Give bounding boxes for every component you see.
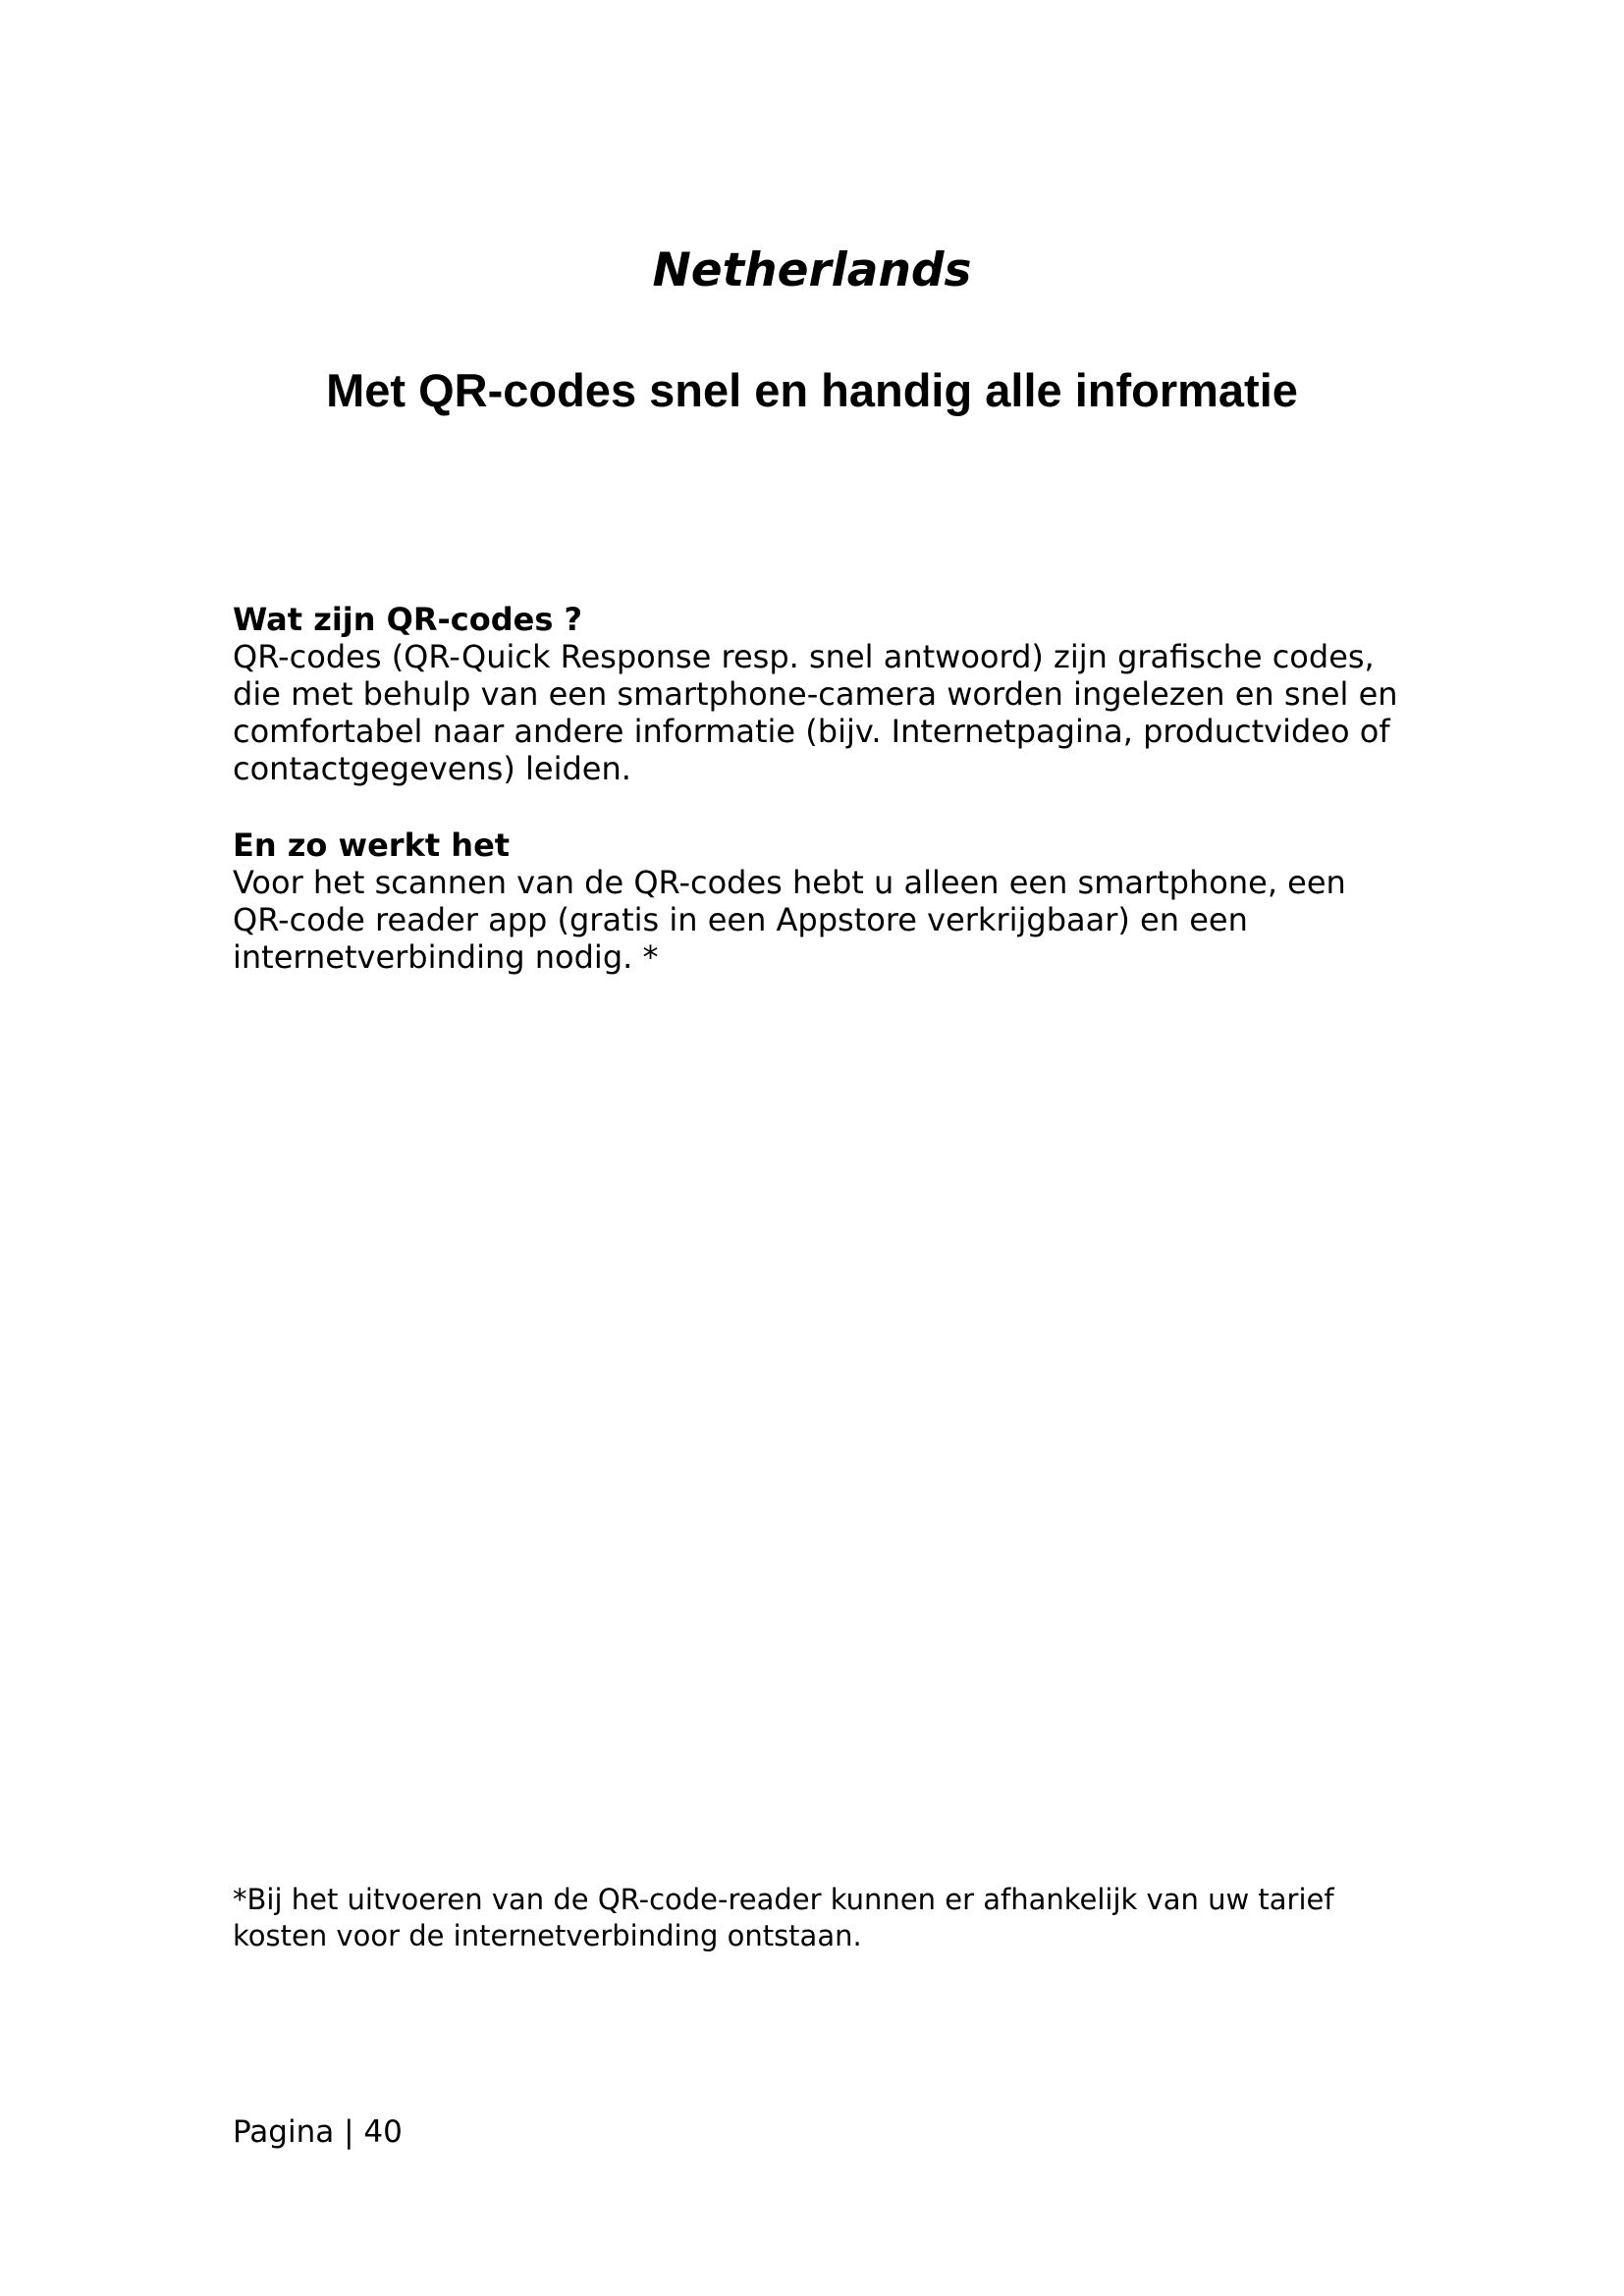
page-title: Met QR-codes snel en handig alle informatie bbox=[326, 364, 1298, 416]
body-line: Voor het scannen van de QR-codes hebt u alleen een smartphone, een bbox=[233, 864, 1346, 901]
footnote bbox=[233, 1882, 1460, 1954]
section-what-are-qr-codes bbox=[233, 601, 1411, 787]
section-heading: En zo werkt het bbox=[233, 827, 511, 864]
section-body bbox=[233, 638, 1411, 787]
section-heading: Wat zijn QR-codes ? bbox=[233, 601, 583, 638]
body-line: die met behulp van een smartphone-camera worden ingelezen en snel en bbox=[233, 675, 1398, 713]
language-heading: Netherlands bbox=[652, 243, 972, 297]
footnote-line: kosten voor de internetverbinding ontstaan. bbox=[233, 1919, 862, 1952]
body-line: QR-codes (QR-Quick Response resp. snel antwoord) zijn grafische codes, bbox=[233, 638, 1375, 675]
section-how-it-works bbox=[233, 827, 1411, 976]
page-number: Pagina | 40 bbox=[233, 2114, 403, 2150]
body-line: comfortabel naar andere informatie (bijv. Internetpagina, productvideo of bbox=[233, 713, 1390, 750]
body-line: QR-code reader app (gratis in een Appstore verkrijgbaar) en een bbox=[233, 901, 1248, 938]
body-line: contactgegevens) leiden. bbox=[233, 750, 631, 787]
body-line: internetverbinding nodig. * bbox=[233, 938, 659, 976]
footnote-line: *Bij het uitvoeren van de QR-code-reader kunnen er afhankelijk van uw tarief bbox=[233, 1883, 1334, 1916]
section-body bbox=[233, 864, 1411, 976]
